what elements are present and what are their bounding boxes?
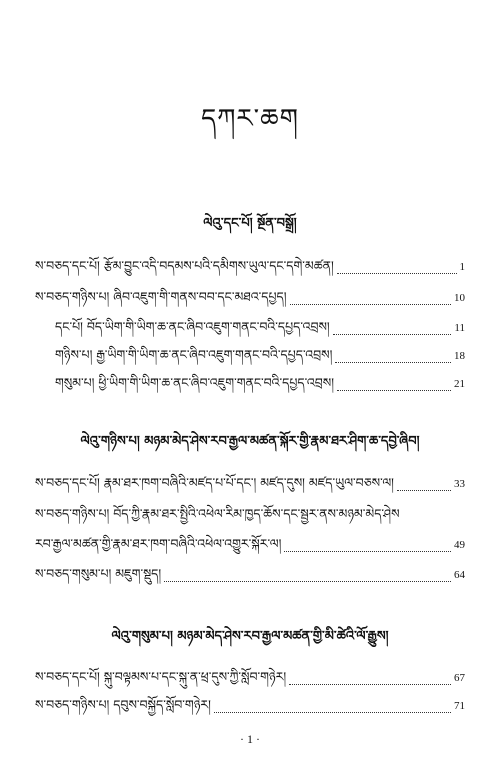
- leader-dots: [335, 362, 451, 363]
- page-title: དཀར་ཆག: [201, 104, 299, 134]
- toc-entry-title: ས་བཅད་གཉིས་པ། ཞིབ་འཇུག་གི་གནས་བབ་དང་མཐའ་དཔྱད།: [35, 289, 287, 304]
- toc-entry-1-1: [35, 252, 465, 287]
- leader-dots: [333, 334, 452, 335]
- leader-dots: [397, 490, 451, 491]
- toc-entry-2-2-first-line: ས་བཅད་གཉིས་པ། བོད་ཀྱི་རྣམ་ཐར་སྤྱིའི་འཕེལ་རིམ་ཁྱད་ཆོས་དང་སྦྱར་ནས་མཉམ་མེད་ཤེས: [35, 506, 400, 521]
- toc-entry-title: དང་པོ། བོད་ཡིག་གི་ཡིག་ཆ་ནང་ཞིབ་འཇུག་གནང་བའི་དཔྱད་འབྲས།: [55, 319, 330, 334]
- toc-entry-page: 71: [454, 700, 465, 712]
- toc-entry-title: ས་བཅད་གཉིས་པ། དབུས་བསྐྱོད་སློབ་གཉེར།: [35, 697, 211, 712]
- leader-dots: [289, 684, 451, 685]
- leader-dots: [164, 581, 451, 582]
- toc-entry-page: 10: [454, 292, 465, 304]
- chapter-3-heading: ལེའུ་གསུམ་པ། མཉམ་མེད་ཤེས་རབ་རྒྱལ་མཚན་གྱི་མི་ཚེའི་ལོ་རྒྱུས།: [111, 629, 389, 644]
- chapter-1-heading: ལེའུ་དང་པོ། སྔོན་བསྒྲོ།: [203, 216, 297, 231]
- leader-dots: [337, 390, 451, 391]
- leader-dots: [290, 304, 451, 305]
- toc-entry-2-1: [35, 469, 465, 504]
- toc-entry-page: 33: [454, 478, 465, 490]
- toc-entry-page: 67: [454, 672, 465, 684]
- toc-entry-page: 1: [459, 261, 465, 273]
- toc-entry-title: ས་བཅད་དང་པོ། རྣམ་ཐར་ཁག་བཞིའི་མཛད་པ་པོ་དང་། མཛད་དུས། མཛད་ཡུལ་བཅས་ལ།: [35, 475, 394, 490]
- page-number-footer: · 1 ·: [240, 732, 260, 746]
- toc-entry-page: 49: [454, 539, 465, 551]
- chapter-2-heading: ལེའུ་གཉིས་པ། མཉམ་མེད་ཤེས་རབ་རྒྱལ་མཚན་སྐོར་གྱི་རྣམ་ཐར་ཤིག་ཆ་དབྱེ་ཞིབ།: [80, 434, 420, 449]
- toc-entry-page: 18: [454, 350, 465, 362]
- toc-entry-title: གསུམ་པ། ཕྱི་ཡིག་གི་ཡིག་ཆ་ནང་ཞིབ་འཇུག་གནང་བའི་དཔྱད་འབྲས།: [55, 375, 335, 390]
- toc-entry-title: ས་བཅད་དང་པོ། རྩོམ་བྱུང་འདི་བདམས་པའི་དམིགས་ཡུལ་དང་དགེ་མཚན།: [35, 258, 334, 273]
- leader-dots: [284, 551, 451, 552]
- toc-entry-title: ས་བཅད་གསུམ་པ། མཇུག་སྡུད།: [35, 566, 162, 581]
- leader-dots: [337, 273, 457, 274]
- toc-entry-page: 64: [454, 569, 465, 581]
- toc-entry-page: 11: [454, 322, 465, 334]
- toc-entry-title: ས་བཅད་དང་པོ། སྐུ་བལྟམས་པ་དང་སྐུ་ན་ཕྲ་དུས་ཀྱི་སློབ་གཉེར།: [35, 669, 287, 684]
- toc-entry-2-3: [35, 560, 465, 595]
- toc-entry-title: གཉིས་པ། རྒྱ་ཡིག་གི་ཡིག་ཆ་ནང་ཞིབ་འཇུག་གནང་བའི་དཔྱད་འབྲས།: [55, 347, 333, 362]
- toc-entry-page: 21: [454, 378, 465, 390]
- toc-entry-1-5: [55, 369, 465, 404]
- toc-entry-continuation: རབ་རྒྱལ་མཚན་གྱི་རྣམ་ཐར་ཁག་བཞིའི་འཕེལ་འགྱུར་སྐོར་ལ།: [35, 536, 282, 551]
- toc-entry-3-2: [35, 691, 465, 726]
- leader-dots: [214, 712, 451, 713]
